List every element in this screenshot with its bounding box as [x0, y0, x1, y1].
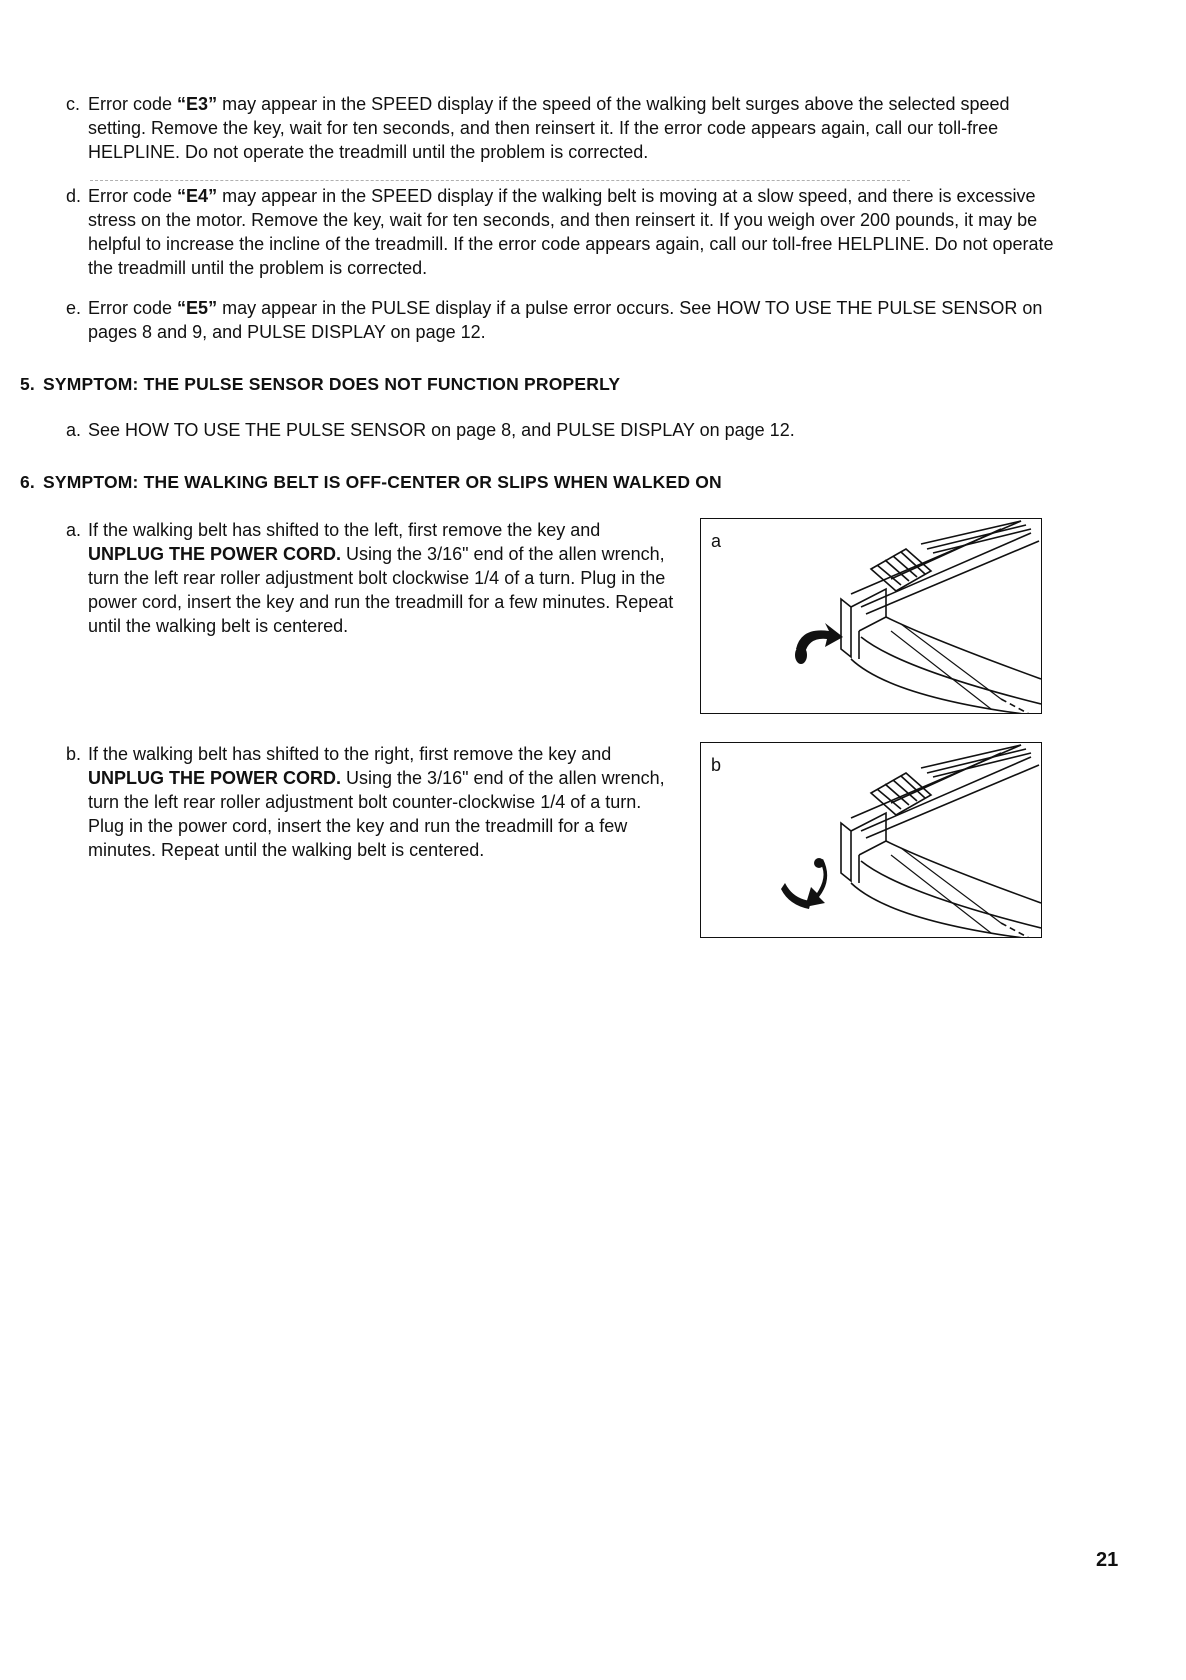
section-6-heading: 6. SYMPTOM: THE WALKING BELT IS OFF-CENTER OR SLIPS WHEN WALKED ON [20, 472, 722, 492]
section-5-item-a [66, 418, 1066, 442]
error-code: “E5” [177, 298, 218, 318]
section-5-heading: 5. SYMPTOM: THE PULSE SENSOR DOES NOT FUNCTION PROPERLY [20, 374, 621, 394]
unplug-warning: UNPLUG THE POWER CORD. [88, 768, 342, 788]
scan-dotted-line [90, 180, 910, 181]
section-6-item-a [66, 518, 678, 638]
item-text: If the walking belt has shifted to the left, first remove the key and UNPLUG THE POWER CORD. Using the 3/16" end of the allen wrench, turn the left rear roller adjustment bolt clockwise 1/4 of a turn. Plug in the power cord, insert the key and run the treadmill for a few minutes. Repeat until the walking belt is centered. [88, 520, 674, 636]
figure-a [700, 518, 1042, 714]
counterclockwise-arrow-icon [781, 858, 827, 909]
item-text: Error code “E4” may appear in the SPEED display if the walking belt is moving at a slow speed, and there is excessive stress on the motor. Remove the key, wait for ten seconds, and then reinsert it. If you weigh over 200 pounds, it may be helpful to increase the incline of the treadmill. If the error code appears again, call our toll-free HELPLINE. Do not operate the treadmill until the problem is corrected. [88, 186, 1054, 278]
item-label: b. [66, 744, 82, 764]
item-label: c. [66, 94, 81, 114]
error-code: “E3” [177, 94, 218, 114]
item-label: a. [66, 420, 82, 440]
item-text: If the walking belt has shifted to the right, first remove the key and UNPLUG THE POWER CORD. Using the 3/16" end of the allen wrench, turn the left rear roller adjustment bolt counter-clockwise 1/4 of a turn. Plug in the power cord, insert the key and run the treadmill for a few minutes. Repeat until the walking belt is centered. [88, 744, 665, 860]
troubleshoot-item-e [66, 296, 1066, 344]
error-code: “E4” [177, 186, 218, 206]
item-label: a. [66, 520, 82, 540]
roller-adjustment-illustration [701, 743, 1042, 938]
troubleshoot-item-c [66, 92, 1066, 164]
item-text: Error code “E3” may appear in the SPEED display if the speed of the walking belt surges above the selected speed setting. Remove the key, wait for ten seconds, and then reinsert it. If the error code appears again, call our toll-free HELPLINE. Do not operate the treadmill until the problem is corrected. [88, 94, 1010, 162]
clockwise-arrow-icon [795, 623, 843, 664]
item-label: d. [66, 186, 82, 206]
page-number: 21 [1096, 1549, 1119, 1571]
figure-label: a [711, 531, 722, 551]
item-text: See HOW TO USE THE PULSE SENSOR on page 8, and PULSE DISPLAY on page 12. [88, 420, 795, 440]
unplug-warning: UNPLUG THE POWER CORD. [88, 544, 342, 564]
figure-label: b [711, 755, 722, 775]
section-6-item-b [66, 742, 678, 862]
item-label: e. [66, 298, 82, 318]
roller-adjustment-illustration [701, 519, 1042, 714]
figure-b [700, 742, 1042, 938]
item-text: Error code “E5” may appear in the PULSE display if a pulse error occurs. See HOW TO USE THE PULSE SENSOR on pages 8 and 9, and PULSE DISPLAY on page 12. [88, 298, 1043, 342]
troubleshoot-item-d [66, 184, 1066, 280]
